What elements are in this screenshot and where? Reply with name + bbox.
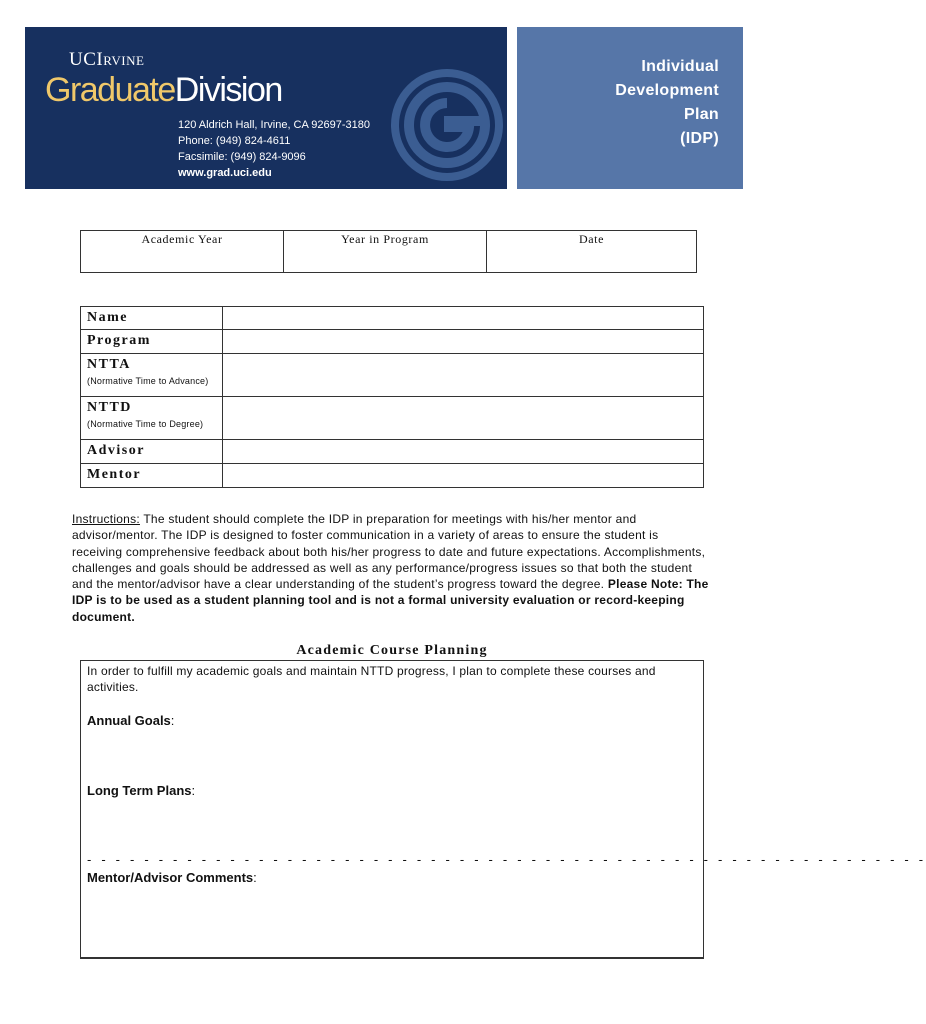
ntta-sublabel: (Normative Time to Advance) xyxy=(87,376,209,386)
mentor-comments-colon: : xyxy=(253,870,257,885)
address: 120 Aldrich Hall, Irvine, CA 92697-3180 xyxy=(178,119,371,131)
annual-goals-colon: : xyxy=(170,713,175,728)
g-logo-icon xyxy=(387,61,507,189)
idp-title xyxy=(615,55,719,151)
long-term-plans-label: Long Term Plans xyxy=(87,783,192,798)
title-line-2: Development xyxy=(615,82,719,99)
idp-title-box xyxy=(517,27,743,189)
advisor-label: Advisor xyxy=(87,443,145,458)
nttd-label-cell xyxy=(81,397,223,440)
instructions-body: The student should complete the IDP in preparation for meetings with his/her mentor and advisor/mentor. The IDP is designed to foster communication in a variety of areas to ensure the student is receiving comprehensive feedback about both his/her progress to date and future expectations. Accomplishments, challenges and goals should be addressed as well as any performance/progress issues so that both the student and the mentor/advisor have a clear understanding of the student’s progress toward the degree. xyxy=(72,512,706,592)
instructions-label: Instructions: xyxy=(72,512,140,526)
title-line-1: Individual xyxy=(641,58,719,75)
uci-logo-rest: RVINE xyxy=(103,53,145,68)
title-line-3: Plan xyxy=(684,106,719,123)
ntta-label-cell xyxy=(81,354,223,397)
date-field[interactable] xyxy=(487,231,697,273)
graduate-word: Graduate xyxy=(45,71,175,109)
date-label: Date xyxy=(578,232,605,246)
fax: Facsimile: (949) 824-9096 xyxy=(178,151,306,163)
phone: Phone: (949) 824-4611 xyxy=(178,135,291,147)
title-line-4: (IDP) xyxy=(680,130,719,147)
instructions-note: Please Note: The IDP is to be used as a student planning tool and is not a formal university evaluation or record-keeping document. xyxy=(72,577,709,624)
division-word: Division xyxy=(174,71,282,109)
ntta-field[interactable] xyxy=(223,354,704,397)
student-info-table xyxy=(80,306,704,488)
annual-goals-label: Annual Goals xyxy=(87,713,171,728)
academic-year-field[interactable] xyxy=(81,231,284,273)
header-banner xyxy=(25,27,507,189)
program-label-cell xyxy=(81,330,223,354)
long-term-plans-heading xyxy=(87,783,195,798)
course-planning-title: Academic Course Planning xyxy=(296,643,488,658)
course-planning-intro: In order to fulfill my academic goals and maintain NTTD progress, I plan to complete these courses and activities. xyxy=(87,664,656,694)
course-planning-box[interactable] xyxy=(80,660,926,959)
uci-logo xyxy=(69,49,144,71)
year-in-program-field[interactable] xyxy=(284,231,487,273)
nttd-label: NTTD xyxy=(87,400,132,415)
mentor-comments-label: Mentor/Advisor Comments xyxy=(87,870,254,885)
nttd-field[interactable] xyxy=(223,397,704,440)
mentor-label-cell xyxy=(81,464,223,488)
advisor-label-cell xyxy=(81,440,223,464)
academic-year-table xyxy=(80,230,697,273)
dashed-separator: - - - - - - - - - - - - - - - - - - - - - - - - - - - - - - - - - - - - - - - - - - - - - - - - - - - - - - - - - - - xyxy=(87,852,926,867)
program-label: Program xyxy=(87,333,151,348)
website: www.grad.uci.edu xyxy=(178,167,272,179)
mentor-field[interactable] xyxy=(223,464,704,488)
name-label-cell xyxy=(81,307,223,330)
ntta-label: NTTA xyxy=(87,357,131,372)
long-term-plans-colon: : xyxy=(191,783,196,798)
uci-logo-main: UCI xyxy=(69,49,104,70)
program-field[interactable] xyxy=(223,330,704,354)
name-field[interactable] xyxy=(223,307,704,330)
instructions xyxy=(72,511,712,625)
advisor-field[interactable] xyxy=(223,440,704,464)
name-label: Name xyxy=(87,310,128,325)
annual-goals-heading xyxy=(87,713,174,728)
academic-year-label: Academic Year xyxy=(141,232,223,246)
mentor-label: Mentor xyxy=(87,467,142,482)
nttd-sublabel: (Normative Time to Degree) xyxy=(87,419,204,429)
contact-info xyxy=(178,117,370,181)
year-in-program-label: Year in Program xyxy=(341,232,429,246)
mentor-comments-heading xyxy=(87,870,257,885)
graduate-division-logo xyxy=(45,71,282,110)
